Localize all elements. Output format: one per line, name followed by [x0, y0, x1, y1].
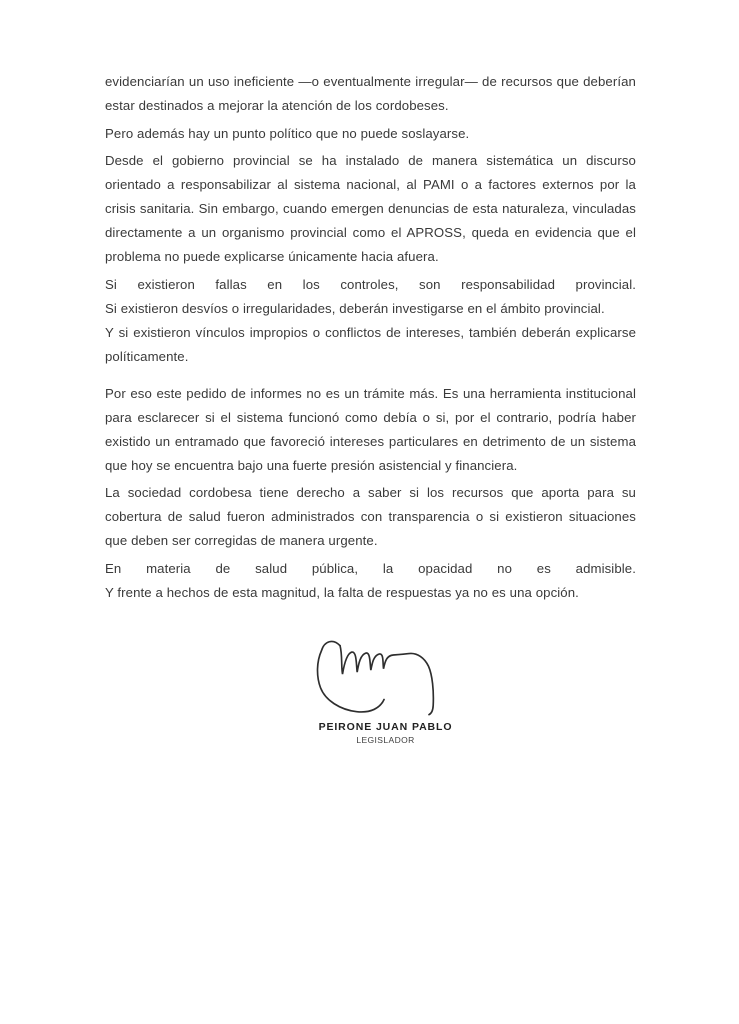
paragraph-1 [105, 70, 636, 118]
signature-block [307, 634, 465, 746]
signatory-name: PEIRONE JUAN PABLO [318, 721, 453, 733]
paragraph-1-text: evidenciarían un uso ineficiente —o eventualmente irregular— de recursos que deberían estar destinados a mejorar la atención de los cordobeses. [105, 74, 636, 113]
paragraph-5-text: Por eso este pedido de informes no es un trámite más. Es una herramienta institucional para esclarecer si el sistema funcionó como debía o si, por el contrario, podría haber existido un entramado que favoreció intereses particulares en detrimento de un sistema que hoy se encuentra bajo una fuerte presión asistencial y financiera. [105, 385, 636, 473]
paragraph-5 [105, 382, 636, 478]
paragraph-4-line-1: Si existieron fallas en los controles, son responsabilidad provincial. [105, 276, 636, 292]
signatory-title: LEGISLADOR [356, 735, 415, 745]
paragraph-2 [105, 122, 636, 146]
paragraph-4-line-3: Y si existieron vínculos impropios o conflictos de intereses, también deberán explicarse políticamente. [105, 324, 636, 364]
paragraph-6 [105, 481, 636, 553]
paragraph-6-text: La sociedad cordobesa tiene derecho a saber si los recursos que aporta para su cobertura de salud fueron administrados con transparencia o si existieron situaciones que deben ser corregidas de manera urgente. [105, 485, 636, 549]
paragraph-7-line-2: Y frente a hechos de esta magnitud, la falta de respuestas ya no es una opción. [105, 584, 579, 600]
document-body-text [105, 70, 636, 618]
paragraph-3 [105, 149, 636, 269]
paragraph-4-line-2: Si existieron desvíos o irregularidades, deberán investigarse en el ámbito provincial. [105, 300, 605, 316]
paragraph-7-line-1: En materia de salud pública, la opacidad no es admisible. [105, 560, 636, 576]
paragraph-3-text: Desde el gobierno provincial se ha instalado de manera sistemática un discurso orientado a responsabilizar al sistema nacional, al PAMI o a factores externos por la crisis sanitaria. Sin embargo, cuando emergen denuncias de esta naturaleza, vinculadas directamente a un organismo provincial como el APROSS, queda en evidencia que el problema no puede explicarse únicamente hacia afuera. [105, 153, 636, 264]
paragraph-2-text: Pero además hay un punto político que no puede soslayarse. [105, 125, 470, 141]
signature-scribble [307, 634, 465, 720]
